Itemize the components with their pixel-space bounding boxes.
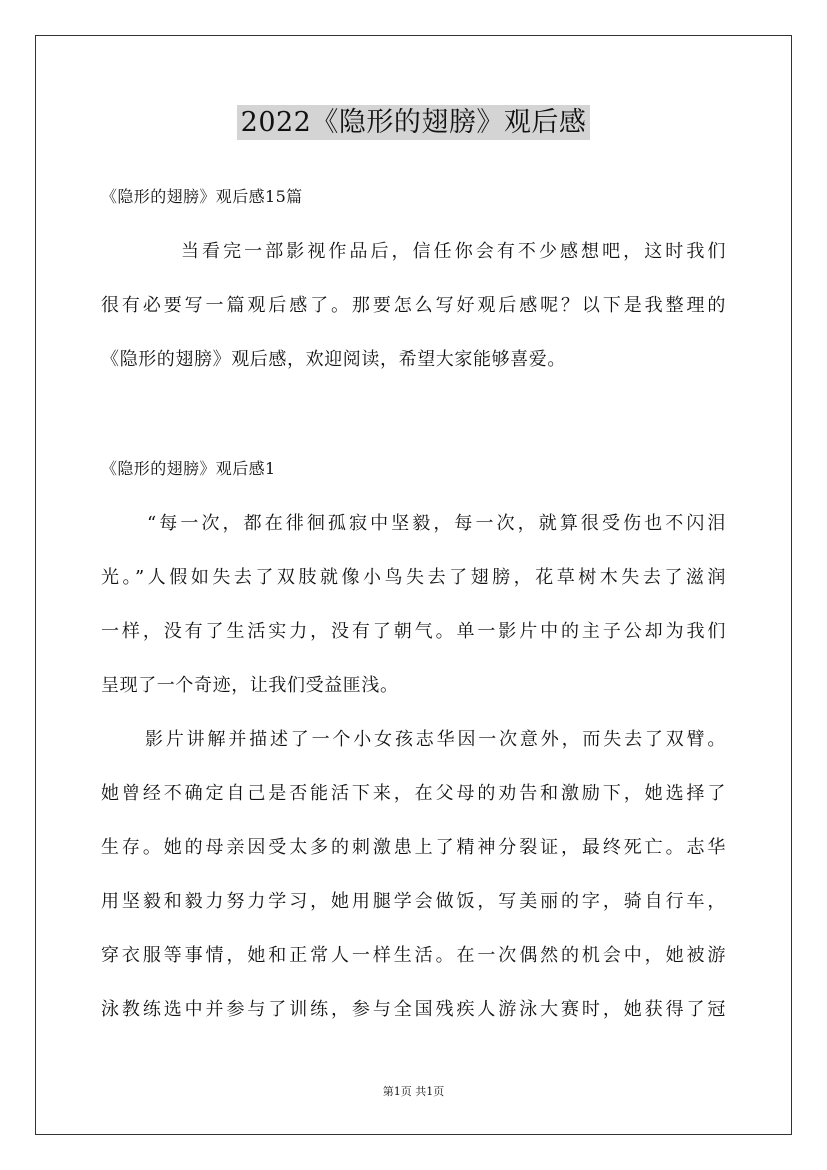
page-footer: 第1页 共1页: [382, 1085, 445, 1098]
paragraph-line: 光。”人假如失去了双肢就像小鸟失去了翅膀，花草树木失去了滋润: [101, 567, 726, 588]
intro-line: 当看完一部影视作品后，信任你会有不少感想吧，这时我们: [181, 241, 726, 262]
paragraph-line: 呈现了一个奇迹，让我们受益匪浅。: [101, 675, 399, 696]
title-text: 2022《隐形的翅膀》观后感: [237, 105, 591, 140]
subtitle: 《隐形的翅膀》观后感15篇: [101, 187, 303, 206]
intro-line: 很有必要写一篇观后感了。那要怎么写好观后感呢？以下是我整理的: [101, 295, 726, 316]
section-heading: 《隐形的翅膀》观后感1: [101, 459, 276, 478]
paragraph-line: 影片讲解并描述了一个小女孩志华因一次意外，而失去了双臂。: [145, 729, 726, 750]
paragraph-line: 她曾经不确定自己是否能活下来，在父母的劝告和激励下，她选择了: [101, 783, 726, 804]
paragraph-line: 一样，没有了生活实力，没有了朝气。单一影片中的主子公却为我们: [101, 621, 726, 642]
paragraph-line: 穿衣服等事情，她和正常人一样生活。在一次偶然的机会中，她被游: [101, 945, 726, 966]
paragraph-line: 生存。她的母亲因受太多的刺激患上了精神分裂证，最终死亡。志华: [101, 837, 726, 858]
paragraph-line: “每一次，都在徘徊孤寂中坚毅，每一次，就算很受伤也不闪泪: [147, 513, 726, 534]
document-title: [0, 100, 827, 139]
intro-line: 《隐形的翅膀》观后感，欢迎阅读，希望大家能够喜爱。: [101, 349, 566, 370]
paragraph-line: 泳教练选中并参与了训练，参与全国残疾人游泳大赛时，她获得了冠: [101, 999, 726, 1020]
paragraph-line: 用坚毅和毅力努力学习，她用腿学会做饭，写美丽的字，骑自行车，: [101, 891, 726, 912]
